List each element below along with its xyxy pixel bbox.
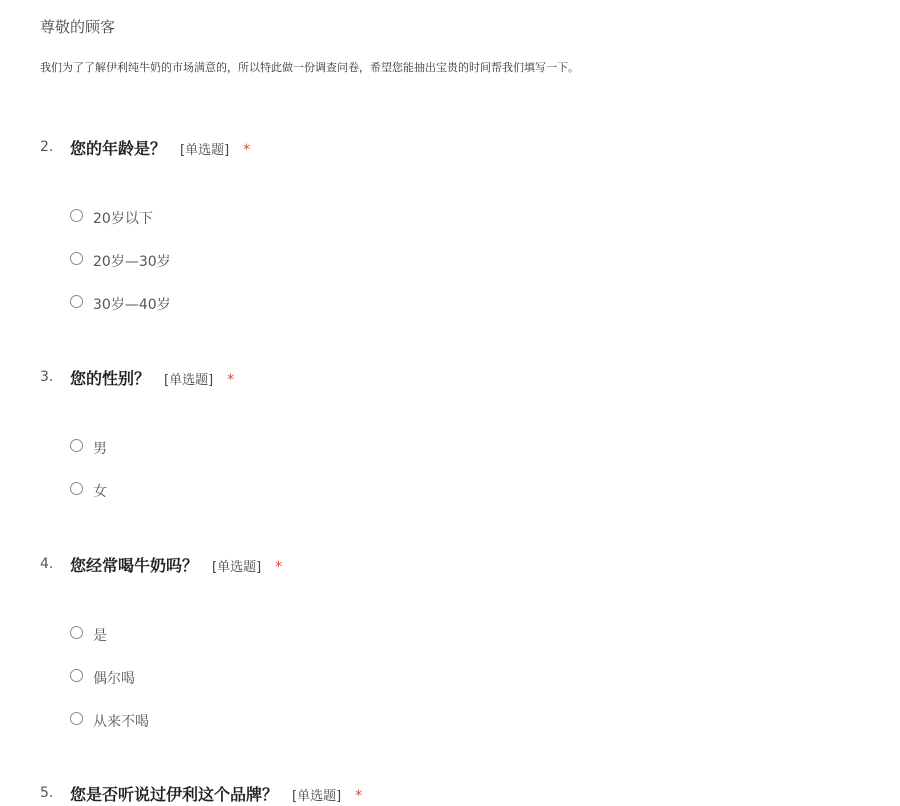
radio-unchecked-icon[interactable] — [70, 295, 83, 308]
option-label[interactable]: 男 — [93, 441, 107, 457]
question-title-row — [70, 366, 234, 389]
question-title: 您是否听说过伊利这个品牌？ — [70, 785, 279, 804]
option-label[interactable]: 20岁以下 — [93, 211, 153, 227]
question-title: 您经常喝牛奶吗？ — [70, 556, 199, 575]
radio-unchecked-icon[interactable] — [70, 482, 83, 495]
question-header — [0, 553, 900, 577]
question-title: 您的性别？ — [70, 369, 151, 388]
question-type-tag: [单选题] — [164, 373, 214, 388]
radio-unchecked-icon[interactable] — [70, 626, 83, 639]
question-title-row — [70, 782, 362, 805]
question-number: 2. — [40, 139, 54, 155]
question-header — [0, 366, 900, 390]
radio-unchecked-icon[interactable] — [70, 439, 83, 452]
option-label[interactable]: 30岁—40岁 — [93, 297, 171, 313]
radio-unchecked-icon[interactable] — [70, 209, 83, 222]
question-title: 您的年龄是？ — [70, 139, 167, 158]
required-marker: * — [227, 372, 235, 388]
question-title-row — [70, 553, 282, 576]
option-label[interactable]: 20岁—30岁 — [93, 254, 171, 270]
question-number: 5. — [40, 785, 54, 801]
question-type-tag: [单选题] — [212, 560, 262, 575]
survey-description: 我们为了了解伊利纯牛奶的市场满意的，所以特此做一份调查问卷，希望您能抽出宝贵的时间帮我们填写一下。 — [40, 61, 579, 74]
option-label[interactable]: 从来不喝 — [93, 714, 149, 730]
option-label[interactable]: 女 — [93, 484, 107, 500]
question-type-tag: [单选题] — [180, 143, 230, 158]
question-number: 4. — [40, 556, 54, 572]
radio-unchecked-icon[interactable] — [70, 252, 83, 265]
required-marker: * — [355, 788, 363, 804]
option-label[interactable]: 是 — [93, 628, 107, 644]
question-header — [0, 782, 900, 806]
question-type-tag: [单选题] — [292, 789, 342, 804]
question-number: 3. — [40, 369, 54, 385]
required-marker: * — [275, 559, 283, 575]
option-label[interactable]: 偶尔喝 — [93, 671, 135, 687]
radio-unchecked-icon[interactable] — [70, 669, 83, 682]
question-title-row — [70, 136, 250, 159]
question-header — [0, 136, 900, 160]
required-marker: * — [243, 142, 251, 158]
radio-unchecked-icon[interactable] — [70, 712, 83, 725]
survey-greeting: 尊敬的顾客 — [40, 18, 116, 36]
